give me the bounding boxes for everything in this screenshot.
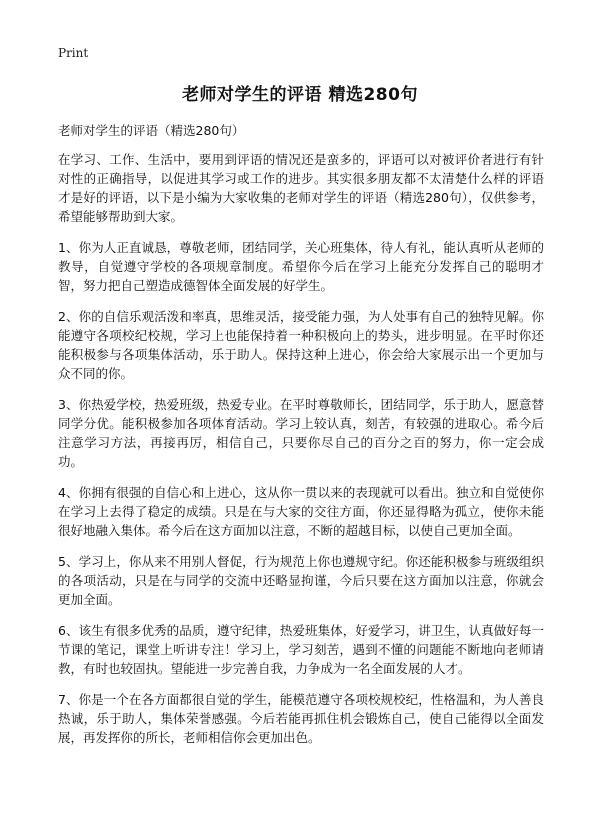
comment-paragraph-1: 1、你为人正直诚恳，尊敬老师，团结同学，关心班集体，待人有礼，能认真听从老师的教导，自觉遵守学校的各项规章制度。希望你今后在学习上能充分发挥自己的聪明才智，努力把自己塑造成德智体全面发展的好学生。 [58,240,544,293]
document-subtitle: 老师对学生的评语（精选280句） [58,123,245,138]
comment-paragraph-5: 5、学习上，你从来不用别人督促，行为规范上你也遵规守纪。你还能积极参与班级组织的各项活动，只是在与同学的交流中还略显拘谨，今后只要在这方面加以注意，你就会更加全面。 [58,554,544,607]
intro-paragraph: 在学习、工作、生活中，要用到评语的情况还是蛮多的，评语可以对被评价者进行有针对性的正确指导，以促进其学习或工作的进步。其实很多朋友都不太清楚什么样的评语才是好的评语，以下是小编为大家收集的老师对学生的评语（精选280句），仅供参考，希望能够帮助到大家。 [58,152,544,224]
page-title: 老师对学生的评语 精选280句 [182,85,418,105]
print-label: Print [58,46,89,60]
comment-paragraph-7: 7、你是一个在各方面都很自觉的学生，能模范遵守各项校规校纪，性格温和，为人善良热诚，乐于助人，集体荣誉感强。今后若能再抓住机会锻炼自己，使自己能得以全面发展，再发挥你的所长，老师相信你会更加出色。 [58,692,544,745]
document-body [58,150,544,759]
comment-paragraph-6: 6、该生有很多优秀的品质，遵守纪律，热爱班集体，好爱学习，讲卫生，认真做好每一节课的笔记，课堂上听讲专注！学习上，学习刻苦，遇到不懂的问题能不断地向老师请教，有时也较固执。望能进一步完善自我，力争成为一名全面发展的人才。 [58,623,544,676]
comment-paragraph-4: 4、你拥有很强的自信心和上进心，这从你一贯以来的表现就可以看出。独立和自觉使你在学习上去得了稳定的成绩。只是在与大家的交往方面，你还显得略为孤立，使你未能很好地融入集体。希今后在这方面加以注意，不断的超越目标，以使自己更加全面。 [58,485,544,538]
comment-paragraph-2: 2、你的自信乐观活泼和率真，思维灵活，接受能力强，为人处事有自己的独特见解。你能遵守各项校纪校规，学习上也能保持着一种积极向上的势头，进步明显。在平时你还能积极参与各项集体活动，乐于助人。保持这种上进心，你会给大家展示出一个更加与众不同的你。 [58,309,544,381]
comment-paragraph-3: 3、你热爱学校，热爱班级，热爱专业。在平时尊敬师长，团结同学，乐于助人，愿意替同学分优。能积极参加各项体育活动。学习上较认真，刻苦，有较强的进取心。希今后注意学习方法，再接再厉，相信自己，只要你尽自己的百分之百的努力，你一定会成功。 [58,397,544,469]
